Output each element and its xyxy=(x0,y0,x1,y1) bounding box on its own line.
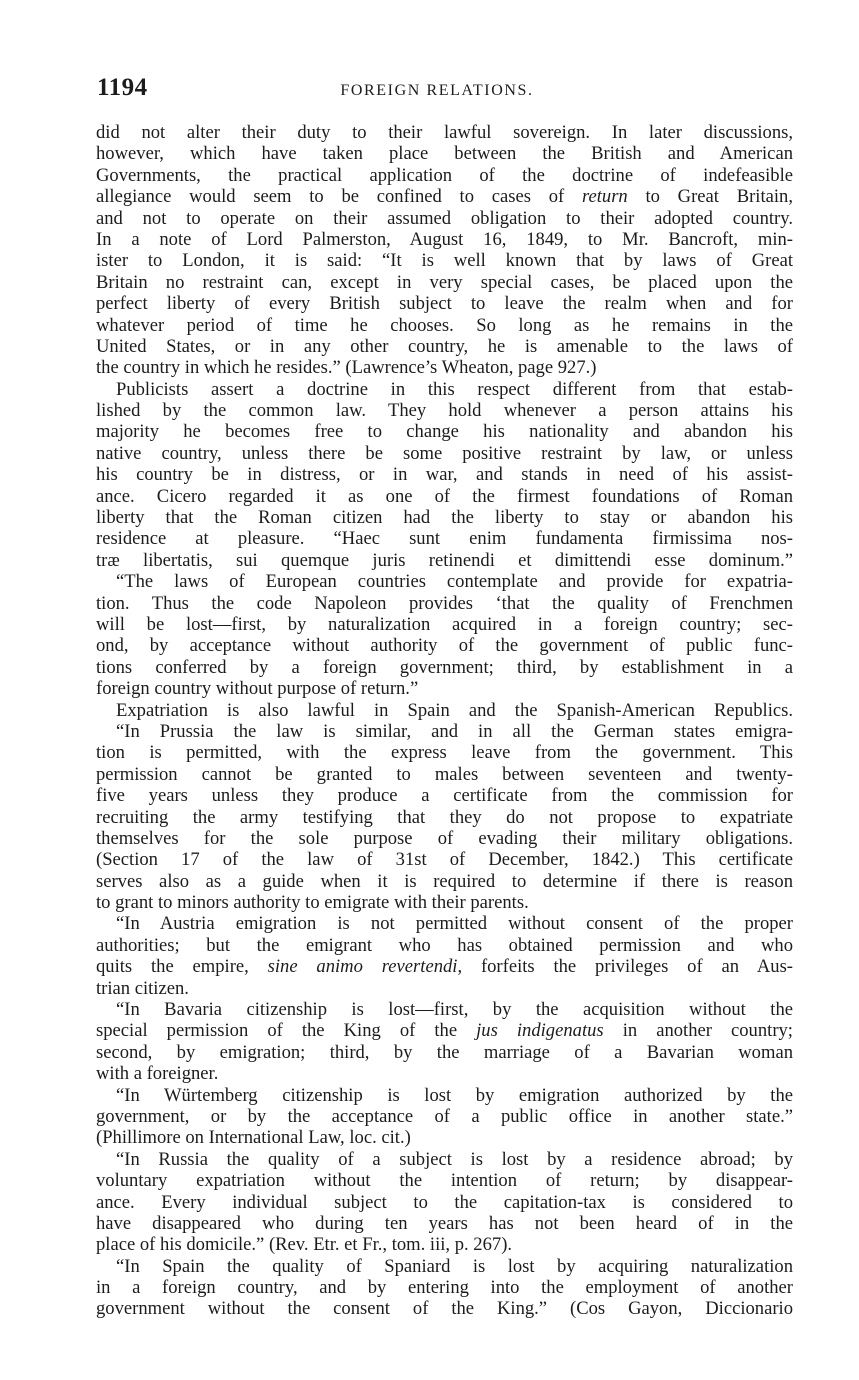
text-line: in a foreign country, and by entering into the employment of another xyxy=(96,1277,793,1299)
text-line: liberty that the Roman citizen had the liberty to stay or abandon his xyxy=(96,507,793,529)
text-line: “In Austria emigration is not permitted without consent of the proper xyxy=(116,913,793,935)
text-line: ance. Cicero regarded it as one of the firmest foundations of Roman xyxy=(96,485,793,507)
text-line: majority he becomes free to change his nationality and abandon his xyxy=(96,421,793,443)
text-line: “In Würtemberg citizenship is lost by emigration authorized by the xyxy=(116,1084,793,1106)
text-line: United States, or in any other country, he is amenable to the laws of xyxy=(96,335,793,357)
page-number: 1194 xyxy=(97,74,148,101)
text-line: Publicists assert a doctrine in this respect different from that estab- xyxy=(116,378,793,400)
text-line: native country, unless there be some positive restraint by law, or unless xyxy=(96,442,793,464)
text-line: “The laws of European countries contemplate and provide for expatria- xyxy=(116,571,793,593)
text-line: authorities; but the emigrant who has obtained permission and who xyxy=(96,934,793,956)
text-line: five years unless they produce a certificate from the commission for xyxy=(96,785,793,807)
text-line: permission cannot be granted to males between seventeen and twenty- xyxy=(96,763,793,785)
text-segment: special permission of the King of the xyxy=(96,1020,477,1042)
text-line: ister to London, it is said: “It is well known that by laws of Great xyxy=(96,250,793,272)
text-line: the country in which he resides.” (Lawrence’s Wheaton, page 927.) xyxy=(96,357,597,379)
text-line: tion is permitted, with the express leave from the government. This xyxy=(96,742,793,764)
text-line: however, which have taken place between the British and American xyxy=(96,143,793,165)
text-line: foreign country without purpose of return.” xyxy=(96,678,419,700)
italic-phrase: sine animo revertendi xyxy=(267,956,458,978)
running-head: FOREIGN RELATIONS. xyxy=(340,82,534,99)
italic-phrase: jus indigenatus xyxy=(476,1020,604,1042)
text-line: Governments, the practical application of the doctrine of indefeasible xyxy=(96,164,793,186)
text-line: lished by the common law. They hold whenever a person attains his xyxy=(96,400,793,422)
text-line: with a foreigner. xyxy=(96,1063,219,1085)
text-line: ance. Every individual subject to the capitation-tax is considered to xyxy=(96,1191,793,1213)
text-line xyxy=(96,1020,793,1041)
text-line: did not alter their duty to their lawful sovereign. In later discussions, xyxy=(96,122,793,143)
text-line: recruiting the army testifying that they do not propose to expatriate xyxy=(96,806,793,828)
text-line: serves also as a guide when it is required to determine if there is reason xyxy=(96,870,793,892)
text-line xyxy=(96,956,793,977)
text-line: “In Russia the quality of a subject is lost by a residence abroad; by xyxy=(116,1148,793,1170)
text-line: themselves for the sole purpose of evading their military obligations. xyxy=(96,827,793,849)
text-line: “In Prussia the law is similar, and in all the German states emigra- xyxy=(116,720,793,742)
text-line: Britain no restraint can, except in very special cases, be placed upon the xyxy=(96,271,793,293)
text-line: (Section 17 of the law of 31st of December, 1842.) This certificate xyxy=(96,849,793,871)
text-line xyxy=(96,186,793,207)
text-line: have disappeared who during ten years has not been heard of in the xyxy=(96,1212,793,1234)
text-line: government without the consent of the King.” (Cos Gayon, Diccionario xyxy=(96,1298,793,1320)
text-segment: , forfeits the privileges of an Aus- xyxy=(457,956,793,978)
text-line: to grant to minors authority to emigrate with their parents. xyxy=(96,892,529,914)
text-line: Expatriation is also lawful in Spain and the Spanish-American Republics. xyxy=(116,699,793,721)
body-text xyxy=(96,122,793,1320)
text-line: In a note of Lord Palmerston, August 16, 1849, to Mr. Bancroft, min- xyxy=(96,228,793,250)
text-line: (Phillimore on International Law, loc. cit.) xyxy=(96,1127,411,1149)
text-segment: in another country; xyxy=(603,1020,793,1042)
text-line: government, or by the acceptance of a public office in another state.” xyxy=(96,1105,793,1127)
text-line: and not to operate on their assumed obligation to their adopted country. xyxy=(96,207,793,229)
text-line: “In Spain the quality of Spaniard is lost by acquiring naturalization xyxy=(116,1255,793,1277)
text-line: second, by emigration; third, by the marriage of a Bavarian woman xyxy=(96,1041,793,1063)
text-line: tions conferred by a foreign government; third, by establishment in a xyxy=(96,656,793,678)
text-line: perfect liberty of every British subject to leave the realm when and for xyxy=(96,293,793,315)
text-line: trian citizen. xyxy=(96,977,189,999)
text-line: ond, by acceptance without authority of the government of public func- xyxy=(96,635,793,657)
text-segment: quits the empire, xyxy=(96,956,268,978)
text-line: træ libertatis, sui quemque juris retinendi et dimittendi esse dominum.” xyxy=(96,549,793,571)
text-line: tion. Thus the code Napoleon provides ‘that the quality of Frenchmen xyxy=(96,592,793,614)
text-line: his country be in distress, or in war, and stands in need of his assist- xyxy=(96,464,793,486)
text-line: residence at pleasure. “Haec sunt enim fundamenta firmissima nos- xyxy=(96,528,793,550)
text-line: “In Bavaria citizenship is lost—first, by the acquisition without the xyxy=(116,999,793,1021)
page-header xyxy=(97,74,793,106)
text-line: whatever period of time he chooses. So long as he remains in the xyxy=(96,314,793,336)
text-line: voluntary expatriation without the intention of return; by disappear- xyxy=(96,1170,793,1192)
text-segment: to Great Britain, xyxy=(627,186,793,208)
text-segment: allegiance would seem to be confined to cases of xyxy=(96,186,582,208)
italic-phrase: return xyxy=(581,186,628,208)
text-line: place of his domicile.” (Rev. Etr. et Fr., tom. iii, p. 267). xyxy=(96,1234,513,1256)
text-line: will be lost—first, by naturalization acquired in a foreign country; sec- xyxy=(96,613,793,635)
